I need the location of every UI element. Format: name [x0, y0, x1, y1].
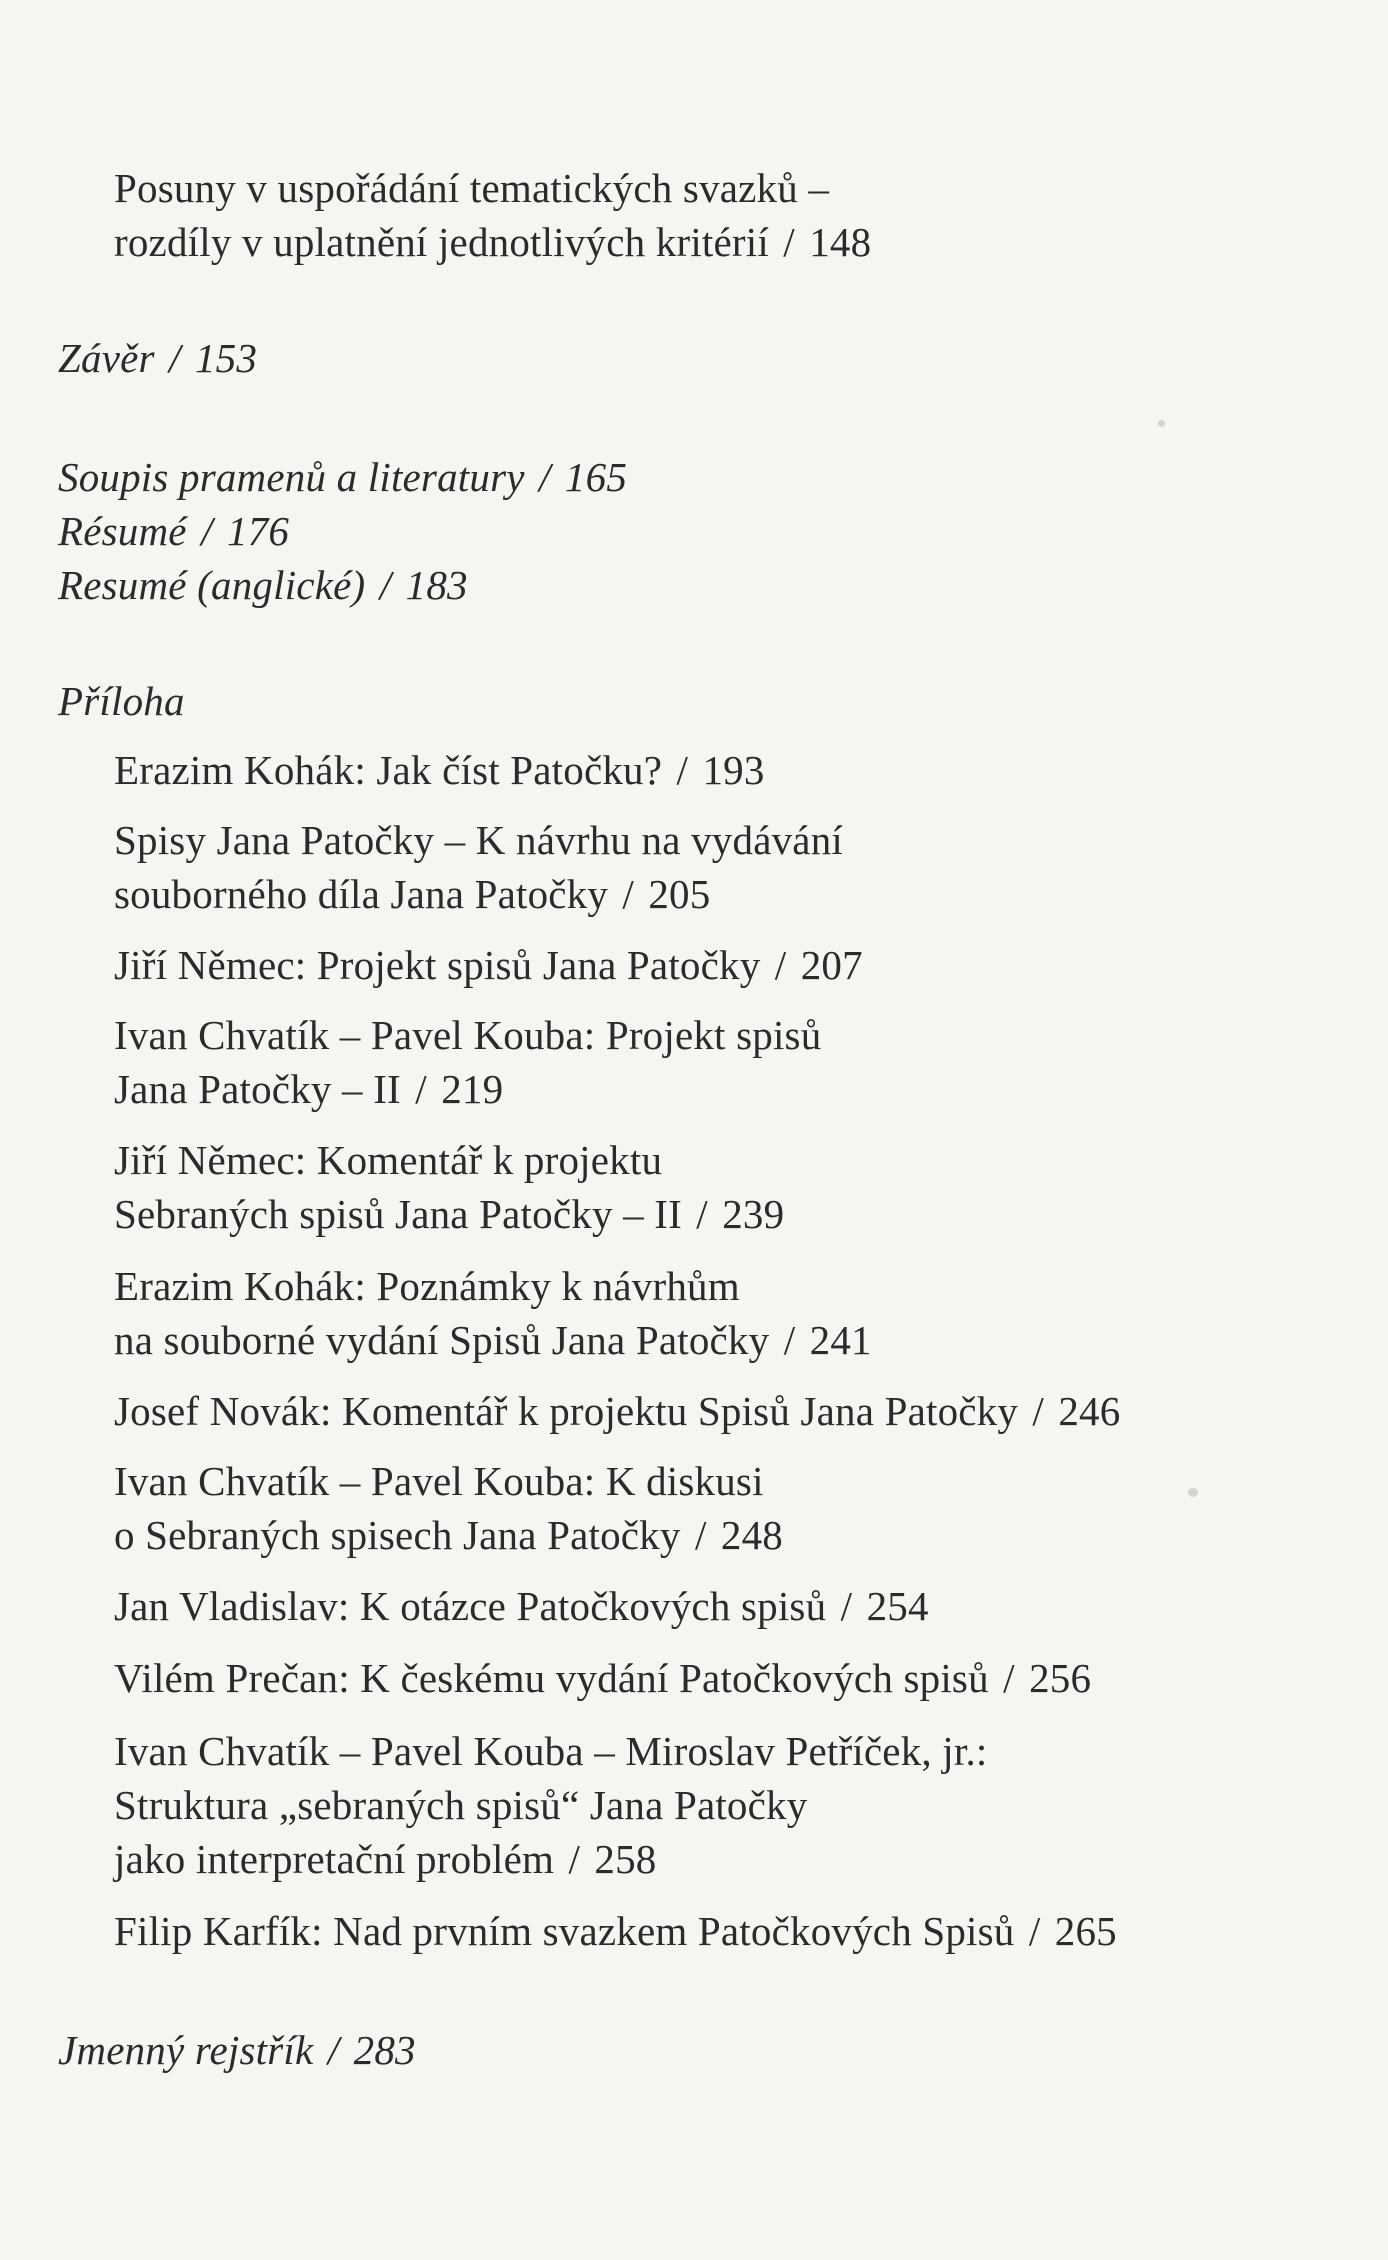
toc-page-number: 165 [564, 454, 628, 500]
toc-entry-text: Posuny v uspořádání tematických svazků – [114, 165, 830, 211]
toc-page-number: 153 [194, 335, 258, 381]
toc-entry-text: Struktura „sebraných spisů“ Jana Patočky [114, 1782, 808, 1828]
toc-entry-text: Ivan Chvatík – Pavel Kouba: Projekt spisů [114, 1012, 822, 1058]
toc-page-number: 205 [648, 871, 711, 917]
toc-section-heading: Jmenný rejstřík / 283 [58, 2027, 416, 2073]
toc-page-number: 176 [227, 508, 290, 554]
toc-page-number: 193 [702, 747, 765, 793]
toc-entry-text: rozdíly v uplatnění jednotlivých kritérií / 148 [114, 219, 872, 265]
toc-section-heading: Příloha [58, 678, 185, 724]
toc-entry-text: Sebraných spisů Jana Patočky – II / 239 [114, 1191, 785, 1237]
toc-entry-text: Jiří Němec: Komentář k projektu [114, 1137, 663, 1183]
toc-page-number: 258 [594, 1836, 657, 1882]
toc-entry-text: Vilém Prečan: K českému vydání Patočkových spisů / 256 [114, 1655, 1092, 1701]
toc-page-number: 256 [1029, 1655, 1092, 1701]
toc-entry-text: jako interpretační problém / 258 [114, 1836, 657, 1882]
toc-page-number: 283 [353, 2027, 416, 2073]
toc-entry-text: Erazim Kohák: Jak číst Patočku? / 193 [114, 747, 765, 793]
toc-section-heading: Soupis pramenů a literatury / 165 [58, 454, 628, 500]
toc-entry-text: Jan Vladislav: K otázce Patočkových spisů / 254 [114, 1583, 929, 1629]
toc-entry-text: Jana Patočky – II / 219 [114, 1066, 504, 1112]
toc-page-number: 246 [1058, 1388, 1121, 1434]
toc-section-heading: Resumé (anglické) / 183 [58, 562, 468, 608]
toc-section-heading: Résumé / 176 [58, 508, 290, 554]
toc-entry-text: souborného díla Jana Patočky / 205 [114, 871, 711, 917]
toc-entry-text: Filip Karfík: Nad prvním svazkem Patočkových Spisů / 265 [114, 1908, 1117, 1954]
toc-entry-text: o Sebraných spisech Jana Patočky / 248 [114, 1512, 783, 1558]
toc-page-number: 239 [722, 1191, 785, 1237]
toc-section-heading: Závěr / 153 [58, 335, 258, 381]
toc-entry-text: na souborné vydání Spisů Jana Patočky / 241 [114, 1317, 872, 1363]
toc-entry-text: Jiří Němec: Projekt spisů Jana Patočky / 207 [114, 942, 863, 988]
toc-page-number: 241 [809, 1317, 872, 1363]
toc-entry-text: Erazim Kohák: Poznámky k návrhům [114, 1263, 740, 1309]
paper-speck [1188, 1488, 1198, 1497]
toc-entry-text: Spisy Jana Patočky – K návrhu na vydávání [114, 817, 843, 863]
toc-page-number: 207 [800, 942, 863, 988]
toc-entry-text: Ivan Chvatík – Pavel Kouba: K diskusi [114, 1458, 764, 1504]
toc-entry-text: Josef Novák: Komentář k projektu Spisů Jana Patočky / 246 [114, 1388, 1121, 1434]
toc-entry-text: Ivan Chvatík – Pavel Kouba – Miroslav Petříček, jr.: [114, 1728, 988, 1774]
toc-page-number: 219 [441, 1066, 504, 1112]
toc-page-number: 265 [1054, 1908, 1117, 1954]
toc-page-number: 248 [720, 1512, 783, 1558]
toc-page-number: 254 [866, 1583, 929, 1629]
toc-page-number: 183 [405, 562, 468, 608]
paper-speck [1158, 420, 1165, 427]
toc-page-number: 148 [809, 219, 872, 265]
